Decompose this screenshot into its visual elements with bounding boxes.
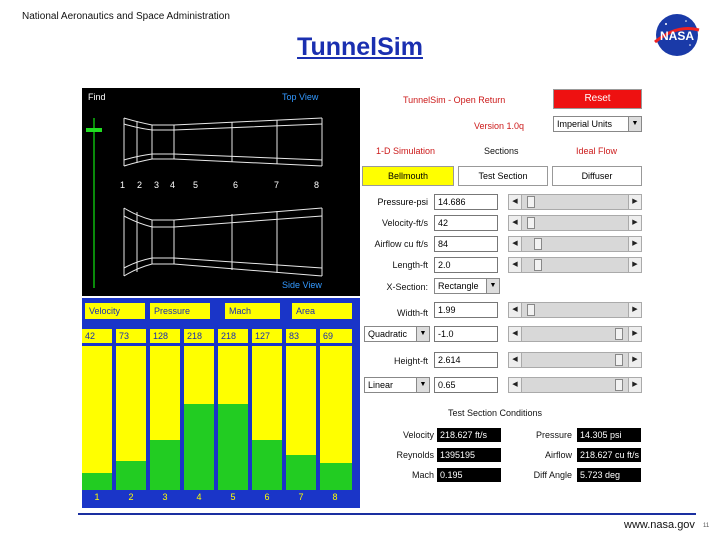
bar-value: 42 bbox=[82, 329, 112, 343]
chevron-down-icon: ▼ bbox=[416, 327, 429, 341]
side-view-label: Side View bbox=[282, 280, 322, 290]
station-number: 3 bbox=[154, 180, 160, 190]
station-number: 7 bbox=[274, 180, 280, 190]
cond-pressure-value: 14.305 psi bbox=[577, 428, 641, 442]
chevron-down-icon: ▼ bbox=[628, 117, 641, 131]
cond-airflow-value: 218.627 cu ft/s bbox=[577, 448, 641, 462]
tab-test-section[interactable]: Test Section bbox=[458, 166, 548, 186]
station-number: 8 bbox=[314, 180, 320, 190]
airflow-label: Airflow cu ft/s bbox=[374, 239, 428, 249]
slider-right-arrow-icon[interactable]: ▶ bbox=[628, 216, 641, 230]
linear-select[interactable] bbox=[364, 377, 430, 393]
station-number: 5 bbox=[193, 180, 199, 190]
page-title[interactable]: TunnelSim bbox=[297, 33, 423, 61]
width-slider[interactable] bbox=[508, 302, 642, 318]
height-label: Height-ft bbox=[393, 356, 428, 366]
slider-left-arrow-icon[interactable]: ◀ bbox=[509, 353, 522, 367]
linear-select-value: Linear bbox=[368, 380, 394, 390]
length-label: Length-ft bbox=[392, 260, 428, 270]
quadratic-select-value: Quadratic bbox=[368, 329, 408, 339]
slider-right-arrow-icon[interactable]: ▶ bbox=[628, 195, 641, 209]
bar-fill bbox=[150, 440, 180, 490]
linear-field[interactable]: 0.65 bbox=[434, 377, 498, 393]
pressure-slider[interactable] bbox=[508, 194, 642, 210]
bar-value: 83 bbox=[286, 329, 316, 343]
height-slider[interactable] bbox=[508, 352, 642, 368]
station-number: 6 bbox=[233, 180, 239, 190]
bar-value: 128 bbox=[150, 329, 180, 343]
bar-index: 2 bbox=[128, 492, 134, 502]
station-number: 1 bbox=[120, 180, 126, 190]
length-field[interactable]: 2.0 bbox=[434, 257, 498, 273]
sections-label: Sections bbox=[484, 146, 519, 156]
pressure-field[interactable]: 14.686 bbox=[434, 194, 498, 210]
velocity-field[interactable]: 42 bbox=[434, 215, 498, 231]
viz-find-label: Find bbox=[88, 92, 106, 102]
slider-thumb[interactable] bbox=[527, 196, 535, 208]
slider-right-arrow-icon[interactable]: ▶ bbox=[628, 303, 641, 317]
cond-mach-value: 0.195 bbox=[437, 468, 501, 482]
nasa-logo bbox=[652, 12, 702, 58]
chevron-down-icon: ▼ bbox=[416, 378, 429, 392]
units-select-value: Imperial Units bbox=[557, 119, 613, 129]
slider-right-arrow-icon[interactable]: ▶ bbox=[628, 378, 641, 392]
tunnel-geometry bbox=[82, 88, 360, 296]
cond-mach-label: Mach bbox=[411, 470, 434, 480]
bar-column bbox=[218, 346, 248, 490]
cond-pressure-label: Pressure bbox=[535, 430, 572, 440]
bar-value: 218 bbox=[218, 329, 248, 343]
bar-column bbox=[286, 346, 316, 490]
station-number: 2 bbox=[137, 180, 143, 190]
cond-diffangle-value: 5.723 deg bbox=[577, 468, 641, 482]
ideal-flow-label: Ideal Flow bbox=[576, 146, 618, 156]
bar-fill bbox=[320, 463, 352, 490]
width-field[interactable]: 1.99 bbox=[434, 302, 498, 318]
bar-value: 218 bbox=[184, 329, 214, 343]
slider-left-arrow-icon[interactable]: ◀ bbox=[509, 237, 522, 251]
footer-url[interactable]: www.nasa.gov bbox=[624, 519, 695, 531]
slider-thumb[interactable] bbox=[534, 238, 542, 250]
slider-right-arrow-icon[interactable]: ▶ bbox=[628, 237, 641, 251]
cond-airflow-label: Airflow bbox=[544, 450, 572, 460]
slider-left-arrow-icon[interactable]: ◀ bbox=[509, 258, 522, 272]
quadratic-slider[interactable] bbox=[508, 326, 642, 342]
slider-thumb[interactable] bbox=[534, 259, 542, 271]
bar-index: 7 bbox=[298, 492, 304, 502]
bar-fill bbox=[82, 473, 112, 490]
quadratic-field[interactable]: -1.0 bbox=[434, 326, 498, 342]
slider-left-arrow-icon[interactable]: ◀ bbox=[509, 195, 522, 209]
bar-index: 8 bbox=[332, 492, 338, 502]
x-section-label: X-Section: bbox=[386, 282, 428, 292]
quadratic-select[interactable] bbox=[364, 326, 430, 342]
cond-reynolds-label: Reynolds bbox=[396, 450, 434, 460]
station-bar-panel bbox=[82, 298, 360, 508]
top-view-label: Top View bbox=[282, 92, 319, 102]
bar-index: 3 bbox=[162, 492, 168, 502]
bar-column bbox=[150, 346, 180, 490]
pressure-label: Pressure-psi bbox=[377, 197, 428, 207]
slider-left-arrow-icon[interactable]: ◀ bbox=[509, 216, 522, 230]
bar-fill bbox=[184, 404, 214, 490]
bar-value: 127 bbox=[252, 329, 282, 343]
slider-thumb[interactable] bbox=[527, 217, 535, 229]
bar-index: 4 bbox=[196, 492, 202, 502]
conditions-title: Test Section Conditions bbox=[448, 408, 543, 418]
bar-fill bbox=[116, 461, 146, 490]
bar-index: 1 bbox=[94, 492, 100, 502]
slider-left-arrow-icon[interactable]: ◀ bbox=[509, 303, 522, 317]
bar-index: 5 bbox=[230, 492, 236, 502]
slider-right-arrow-icon[interactable]: ▶ bbox=[628, 258, 641, 272]
bar-value: 69 bbox=[320, 329, 352, 343]
page-number: 11 bbox=[703, 523, 710, 529]
slider-right-arrow-icon[interactable]: ▶ bbox=[628, 353, 641, 367]
slider-thumb[interactable] bbox=[615, 354, 623, 366]
x-section-select-value: Rectangle bbox=[438, 281, 479, 291]
bar-fill bbox=[286, 455, 316, 490]
velocity-slider[interactable] bbox=[508, 215, 642, 231]
station-number: 4 bbox=[170, 180, 176, 190]
bar-fill bbox=[252, 440, 282, 490]
tab-pressure[interactable]: Pressure bbox=[150, 303, 210, 319]
tab-velocity[interactable]: Velocity bbox=[85, 303, 145, 319]
slider-thumb[interactable] bbox=[615, 379, 623, 391]
slider-left-arrow-icon[interactable]: ◀ bbox=[509, 378, 522, 392]
slider-thumb[interactable] bbox=[527, 304, 535, 316]
bar-column bbox=[252, 346, 282, 490]
slider-right-arrow-icon[interactable]: ▶ bbox=[628, 327, 641, 341]
slider-left-arrow-icon[interactable]: ◀ bbox=[509, 327, 522, 341]
length-slider[interactable] bbox=[508, 257, 642, 273]
mode-text: TunnelSim - Open Return bbox=[403, 95, 506, 105]
cond-reynolds-value: 1395195 bbox=[437, 448, 501, 462]
bar-index-row bbox=[82, 492, 360, 506]
bar-tabs bbox=[82, 303, 360, 319]
airflow-field[interactable]: 84 bbox=[434, 236, 498, 252]
linear-slider[interactable] bbox=[508, 377, 642, 393]
x-section-select[interactable] bbox=[434, 278, 500, 294]
bar-index: 6 bbox=[264, 492, 270, 502]
cond-diffangle-label: Diff Angle bbox=[533, 470, 572, 480]
footer-divider bbox=[78, 513, 696, 515]
slider-thumb[interactable] bbox=[615, 328, 623, 340]
nasa-logo-text: NASA bbox=[659, 29, 695, 43]
height-field[interactable]: 2.614 bbox=[434, 352, 498, 368]
version-text: Version 1.0q bbox=[474, 121, 525, 131]
tab-area[interactable]: Area bbox=[292, 303, 352, 319]
bar-column bbox=[82, 346, 112, 490]
tab-bellmouth[interactable]: Bellmouth bbox=[362, 166, 454, 186]
bar-values-row bbox=[82, 329, 360, 343]
cond-velocity-value: 218.627 ft/s bbox=[437, 428, 501, 442]
velocity-label: Velocity-ft/s bbox=[381, 218, 428, 228]
tab-diffuser[interactable]: Diffuser bbox=[552, 166, 642, 186]
sim-label: 1-D Simulation bbox=[376, 146, 436, 156]
reset-button[interactable]: Reset bbox=[553, 89, 642, 109]
tunnel-visualization[interactable] bbox=[82, 88, 360, 296]
tab-mach[interactable]: Mach bbox=[225, 303, 280, 319]
chevron-down-icon: ▼ bbox=[486, 279, 499, 293]
units-select[interactable] bbox=[553, 116, 642, 132]
cond-velocity-label: Velocity bbox=[402, 430, 434, 440]
airflow-slider[interactable] bbox=[508, 236, 642, 252]
bar-column bbox=[320, 346, 352, 490]
bar-column bbox=[116, 346, 146, 490]
bar-fill bbox=[218, 404, 248, 490]
bar-value: 73 bbox=[116, 329, 146, 343]
bar-column bbox=[184, 346, 214, 490]
org-name: National Aeronautics and Space Administration bbox=[22, 11, 230, 22]
width-label: Width-ft bbox=[396, 308, 428, 318]
